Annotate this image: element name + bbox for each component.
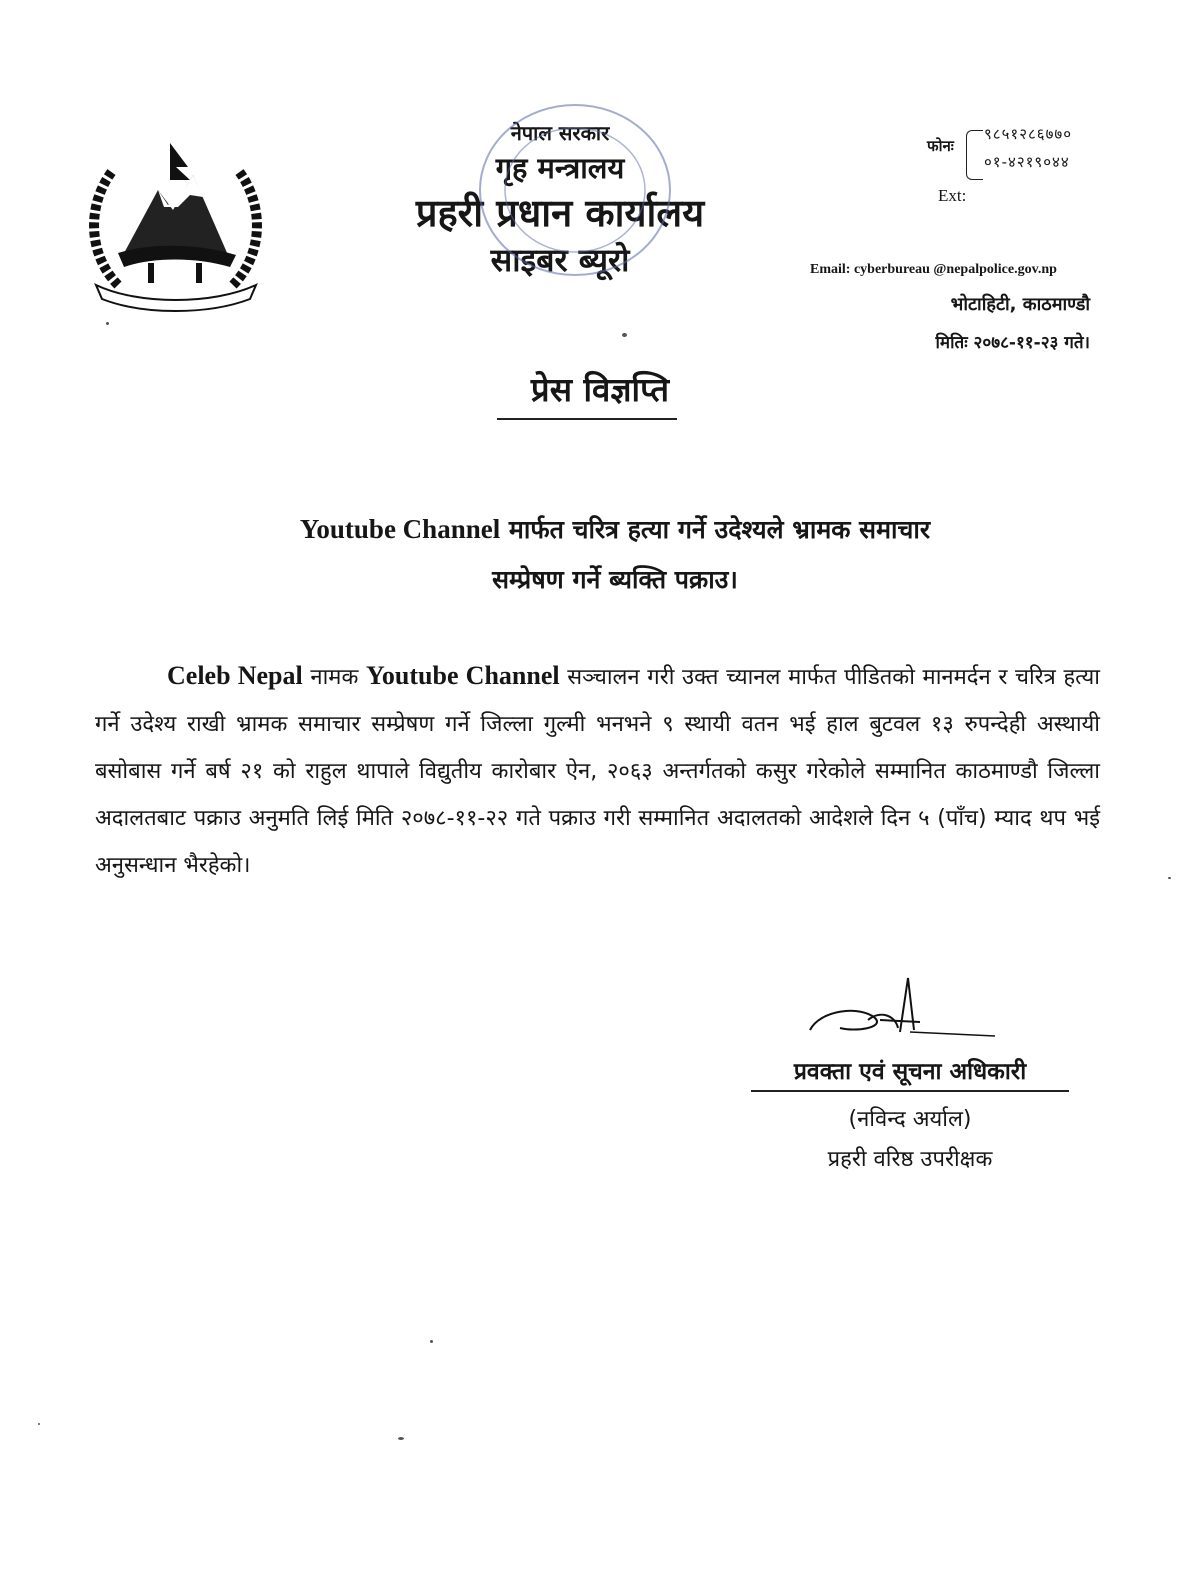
office-name: प्रहरी प्रधान कार्यालय <box>415 191 705 235</box>
government-name: नेपाल सरकार <box>510 121 610 145</box>
phone-label: फोनः <box>927 137 954 155</box>
ministry-name: गृह मन्त्रालय <box>495 151 625 185</box>
bureau-name: साइबर ब्यूरो <box>490 241 630 279</box>
phone-brace <box>966 130 983 180</box>
scan-speck <box>398 1437 404 1440</box>
subject-channel: Youtube Channel <box>299 514 501 544</box>
scan-speck <box>622 333 627 337</box>
body-text-1: नामक <box>302 665 367 690</box>
ext-label: Ext: <box>938 186 967 205</box>
signatory-name: (नविन्द अर्याल) <box>848 1107 972 1132</box>
body-paragraph <box>95 652 1100 889</box>
signature-icon <box>780 970 1010 1060</box>
email-address: Email: cyberbureau @nepalpolice.gov.np <box>810 262 1057 277</box>
signature <box>780 970 1010 1060</box>
subject <box>150 504 1080 605</box>
scan-speck <box>106 322 109 325</box>
emblem-icon <box>78 135 273 315</box>
signatory-rank: प्रहरी वरिष्ठ उपरीक्षक <box>827 1147 993 1172</box>
scan-speck <box>430 1340 433 1343</box>
subject-line-1-rest: मार्फत चरित्र हत्या गर्ने उदेश्यले भ्रामक समाचार <box>500 515 931 544</box>
body-text-2: सञ्चालन गरी उक्त च्यानल मार्फत पीडितको मानमर्दन र चरित्र हत्या गर्ने उदेश्य राखी भ्रामक समाचार सम्प्रेषण गर्ने जिल्ला गुल्मी भनभने ९ स्थायी वतन भई हाल बुटवल १३ रुपन्देही अस्थायी बसोबास गर्ने बर्ष २१ को राहुल थापाले विद्युतीय कारोबार ऐन, २०६३ अन्तर्गतको कसुर गरेकोले सम्मानित काठमाण्डौ जिल्ला अदालतबाट पक्राउ अनुमति लिई मिति २०७८-११-२२ गते पक्राउ गरी सम्मानित अदालतको आदेशले दिन ५ (पाँच) म्याद थप भई अनुसन्धान भैरहेको। <box>95 665 1100 878</box>
office-location: भोटाहिटी, काठमाण्डौ <box>950 294 1090 315</box>
subject-line-1 <box>150 504 1080 555</box>
signatory-underline <box>751 1090 1069 1092</box>
issue-date: मितिः २०७८-११-२३ गते। <box>935 333 1090 353</box>
signatory-title: प्रवक्ता एवं सूचना अधिकारी <box>793 1059 1027 1085</box>
press-release-title: प्रेस विज्ञप्ति <box>530 370 670 409</box>
channel-name: Celeb Nepal <box>167 661 303 690</box>
platform-name: Youtube Channel <box>366 661 560 690</box>
phone-number-2: ०१-४२१९०४४ <box>984 153 1070 171</box>
phone-number-1: ९८५१२८६७७० <box>984 125 1073 143</box>
nepal-emblem <box>78 135 273 315</box>
letterhead <box>340 118 780 282</box>
signatory-block <box>740 1054 1080 1180</box>
subject-line-2: सम्प्रेषण गर्ने ब्यक्ति पक्राउ। <box>492 565 738 594</box>
title-underline <box>497 418 677 420</box>
scan-speck <box>1168 877 1171 879</box>
scan-speck <box>38 1423 40 1425</box>
